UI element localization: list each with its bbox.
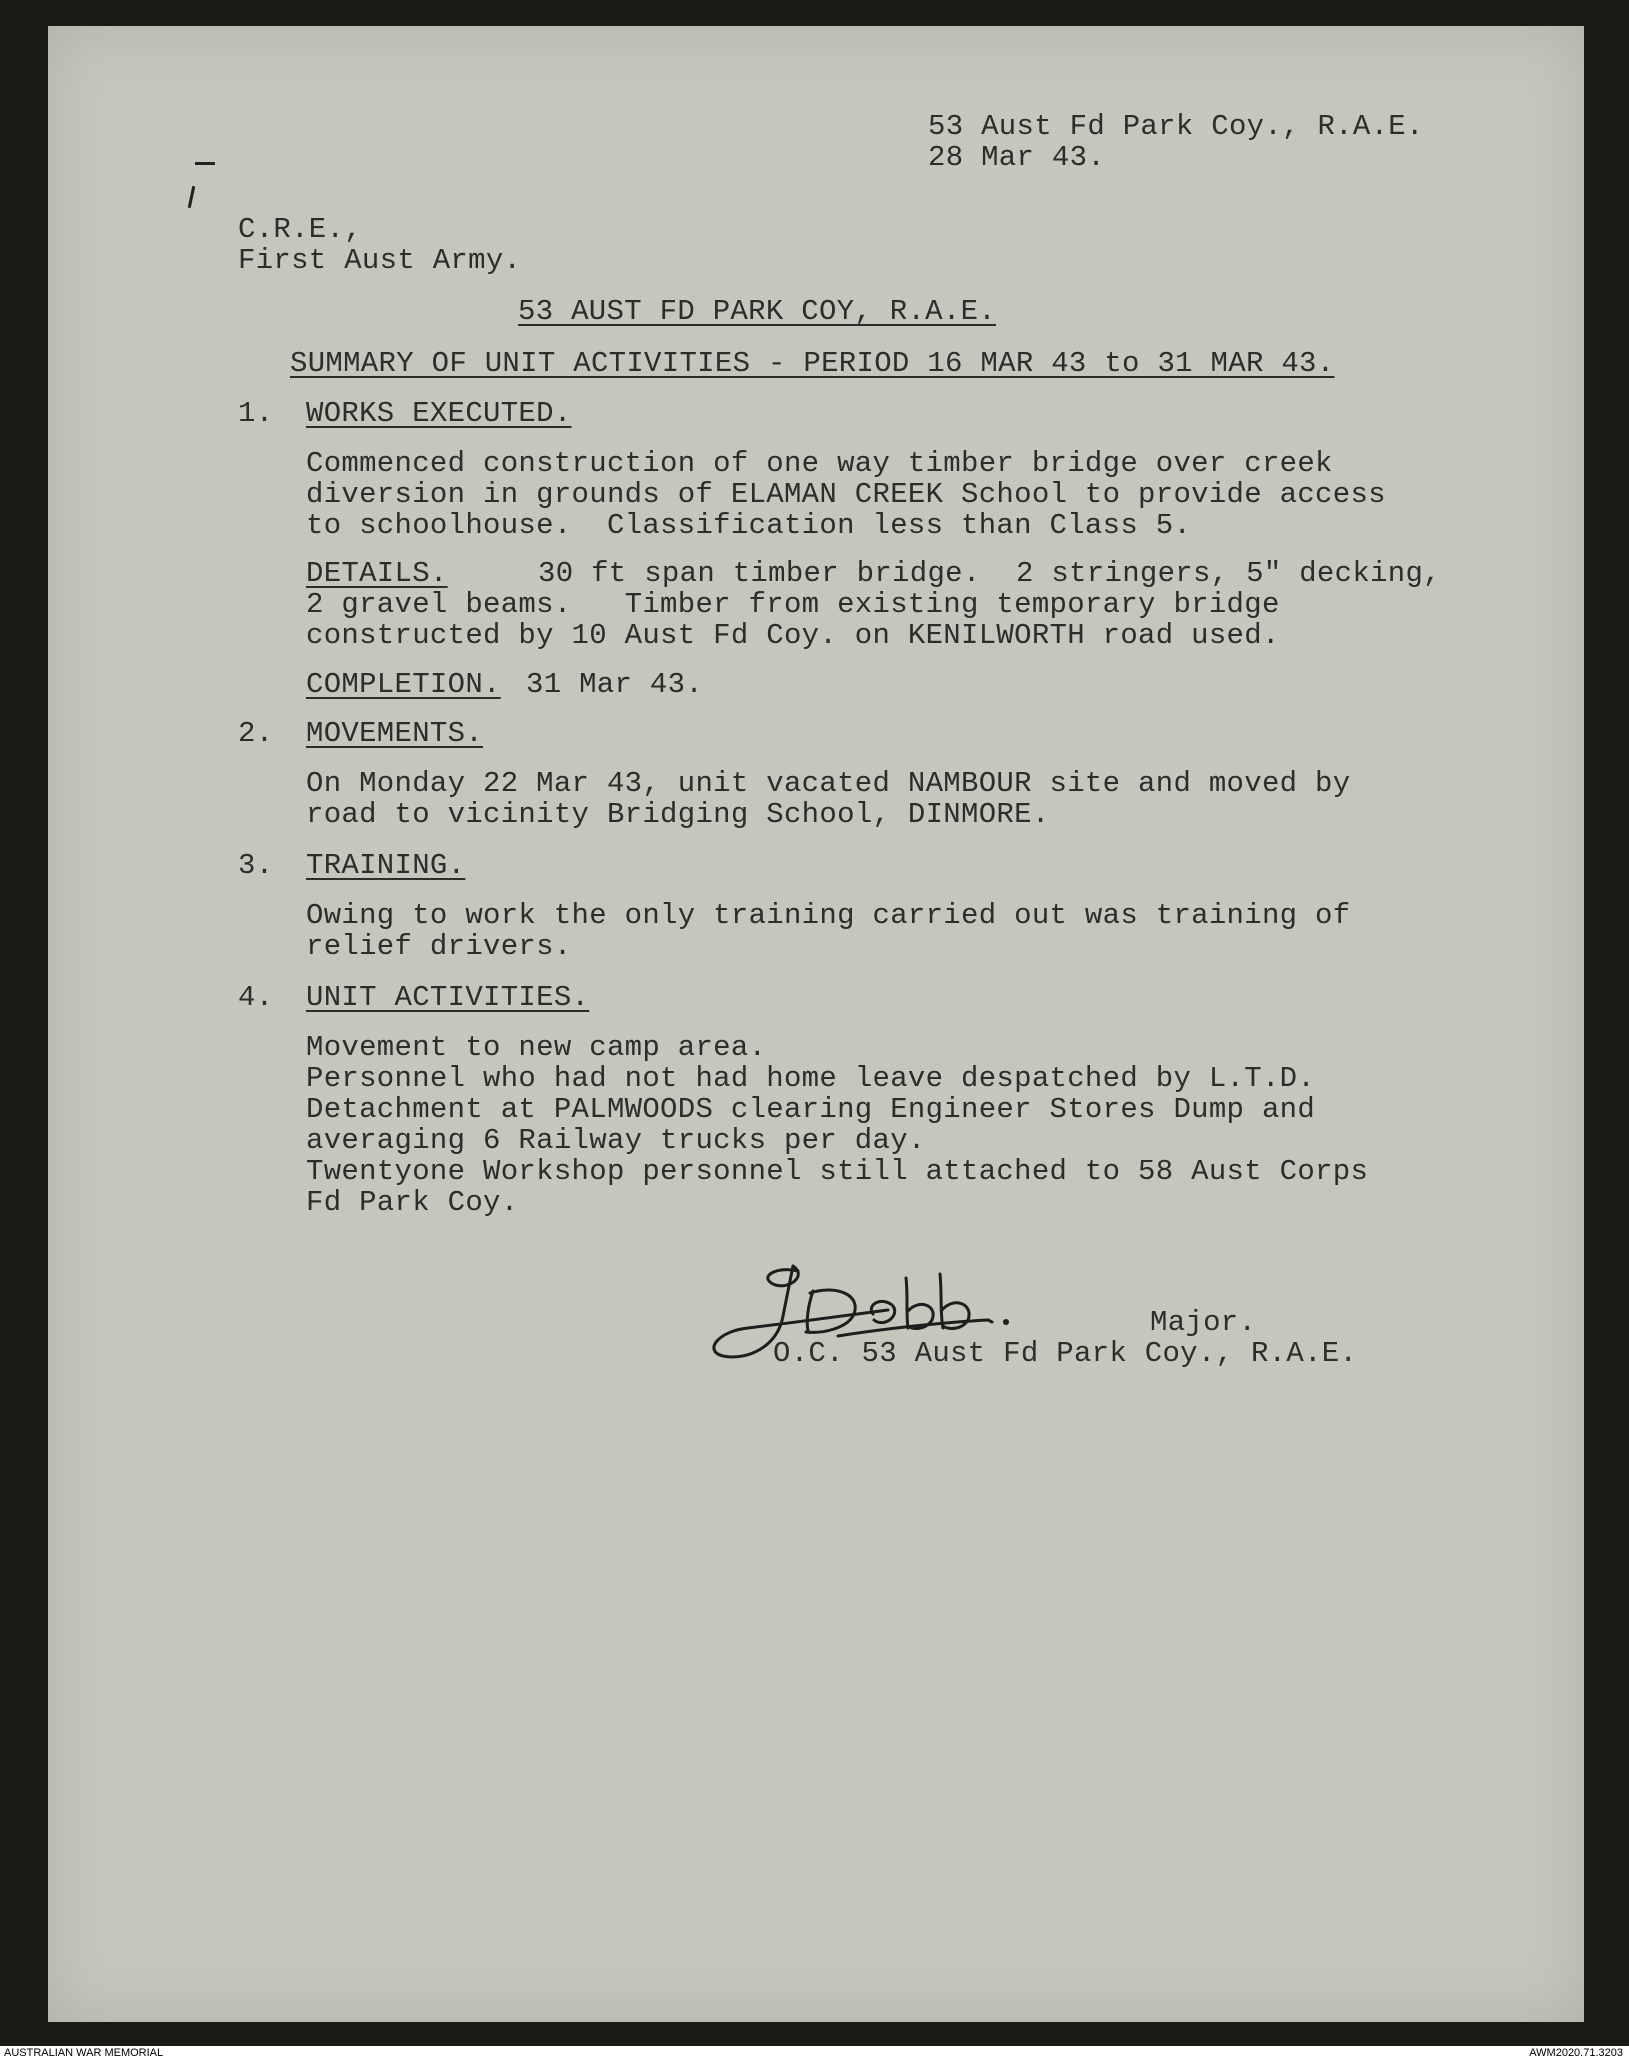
signatory-rank: Major. [1150, 1306, 1257, 1339]
section-4-number: 4. [238, 981, 274, 1014]
movements-line: On Monday 22 Mar 43, unit vacated NAMBOUR site and moved by [306, 767, 1351, 800]
activities-line: averaging 6 Railway trucks per day. [306, 1124, 926, 1157]
details-label: DETAILS. [306, 557, 448, 590]
section-3-number: 3. [238, 849, 274, 882]
details-line: 30 ft span timber bridge. 2 stringers, 5" decking, [538, 557, 1441, 590]
section-3-heading: TRAINING. [306, 849, 466, 882]
section-4-heading: UNIT ACTIVITIES. [306, 981, 590, 1014]
sender-unit: 53 Aust Fd Park Coy., R.A.E. [928, 110, 1424, 143]
details-line: constructed by 10 Aust Fd Coy. on KENILWORTH road used. [306, 619, 1280, 652]
recipient-line-1: C.R.E., [238, 213, 362, 246]
activities-line: Fd Park Coy. [306, 1186, 519, 1219]
works-line: Commenced construction of one way timber bridge over creek [306, 447, 1333, 480]
document-page [48, 26, 1584, 2022]
section-1-heading: WORKS EXECUTED. [306, 397, 572, 430]
activities-line: Movement to new camp area. [306, 1031, 767, 1064]
letter-date: 28 Mar 43. [928, 141, 1106, 174]
completion-value: 31 Mar 43. [526, 668, 704, 701]
signatory-position: O.C. 53 Aust Fd Park Coy., R.A.E. [773, 1337, 1358, 1370]
section-2-heading: MOVEMENTS. [306, 717, 484, 750]
activities-line: Personnel who had not had home leave despatched by L.T.D. [306, 1062, 1316, 1095]
activities-line: Twentyone Workshop personnel still attached to 58 Aust Corps [306, 1155, 1369, 1188]
training-line: relief drivers. [306, 930, 572, 963]
document-subtitle: SUMMARY OF UNIT ACTIVITIES - PERIOD 16 MAR 43 to 31 MAR 43. [290, 347, 1335, 380]
activities-line: Detachment at PALMWOODS clearing Engineer Stores Dump and [306, 1093, 1316, 1126]
recipient-line-2: First Aust Army. [238, 244, 522, 277]
margin-dash-mark [195, 162, 215, 165]
movements-line: road to vicinity Bridging School, DINMORE. [306, 798, 1050, 831]
archive-footer [0, 2046, 1629, 2061]
works-line: diversion in grounds of ELAMAN CREEK School to provide access [306, 478, 1386, 511]
works-line: to schoolhouse. Classification less than Class 5. [306, 509, 1192, 542]
completion-label: COMPLETION. [306, 668, 501, 701]
section-2-number: 2. [238, 717, 274, 750]
margin-tick-mark [188, 186, 196, 208]
section-1-number: 1. [238, 397, 274, 430]
document-title: 53 AUST FD PARK COY, R.A.E. [518, 295, 996, 328]
training-line: Owing to work the only training carried out was training of [306, 899, 1351, 932]
footer-institution: AUSTRALIAN WAR MEMORIAL [4, 2047, 164, 2059]
details-line: 2 gravel beams. Timber from existing temporary bridge [306, 588, 1280, 621]
footer-reference: AWM2020.71.3203 [1529, 2047, 1623, 2059]
